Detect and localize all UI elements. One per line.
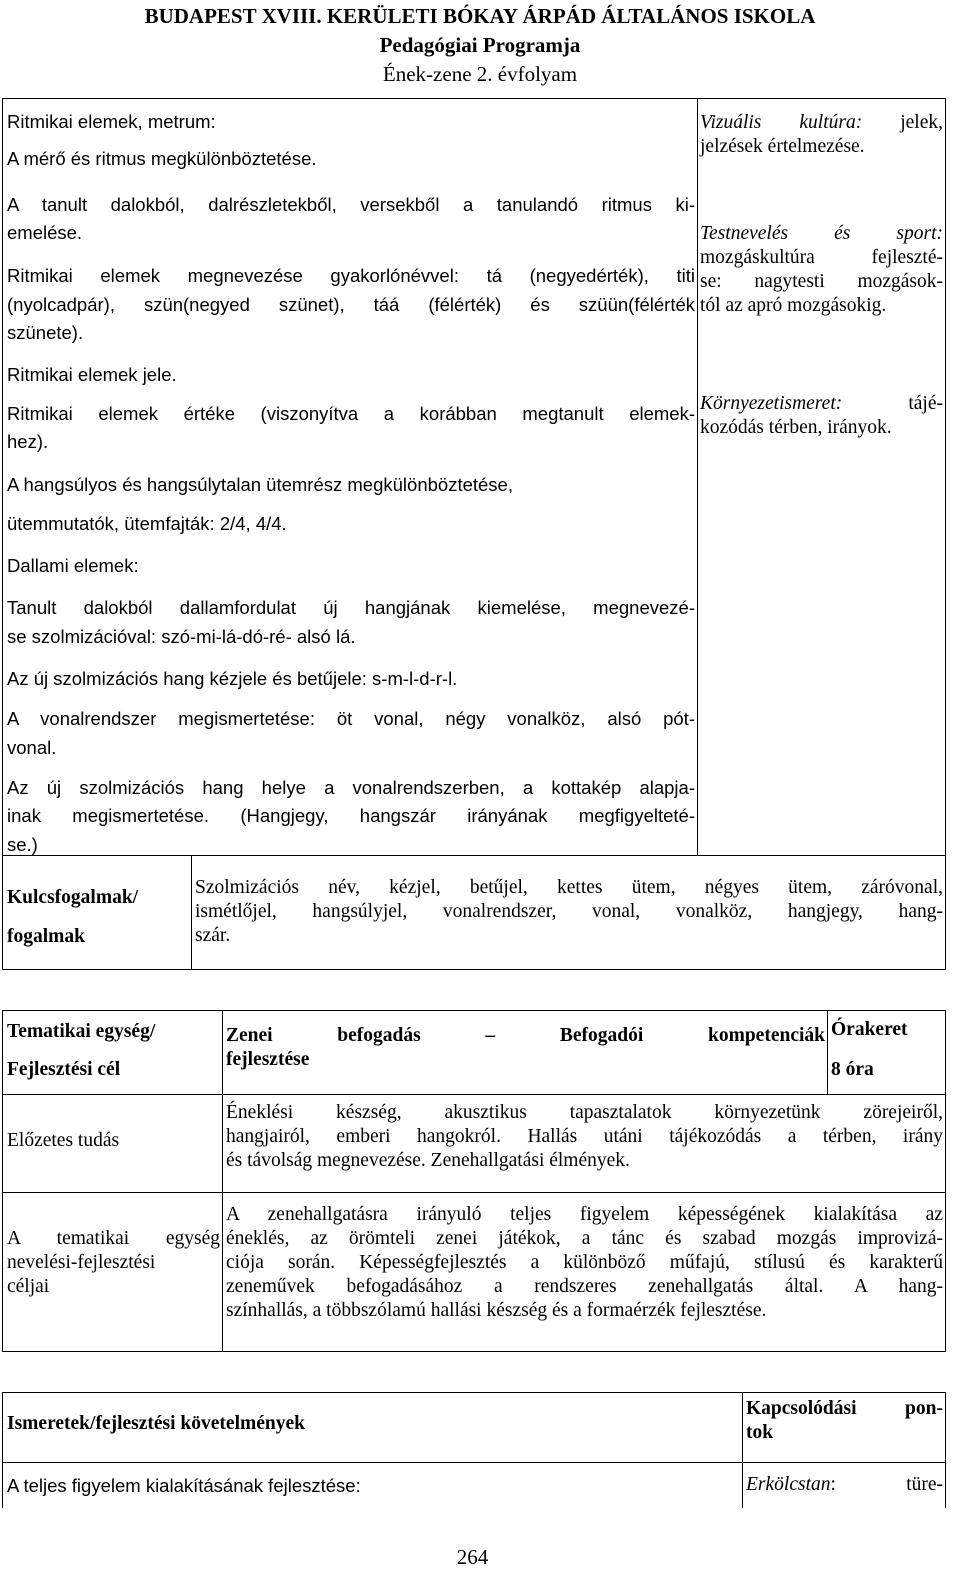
fejlesztesi-cel-label: Fejlesztési cél	[7, 1059, 121, 1080]
text-line: hez).	[7, 431, 49, 452]
dallami-heading: Dallami elemek:	[7, 555, 139, 576]
testneveles-sport: Testnevelés és sport: mozgáskultúra fejleszté- se: nagytesti mozgások- tól az apró mozgásokig.	[700, 223, 943, 316]
text-line: Az új szolmizációs hang kézjele és betűjele: s-m-l-d-r-l.	[7, 668, 458, 689]
metrum-heading: Ritmikai elemek, metrum:	[7, 111, 216, 132]
text-line: vonal.	[7, 737, 57, 758]
erkolcstan-text: Erkölcstan: türe-	[746, 1474, 943, 1495]
text-line: se szolmizációval: szó-mi-lá-dó-ré- alsó lá.	[7, 626, 356, 647]
kornyezetismeret: Környezetismeret: tájé- kozódás térben, irányok.	[700, 393, 943, 438]
text-line: szünete).	[7, 322, 84, 343]
text-line: Ritmikai elemek jele.	[7, 364, 177, 385]
orakeret-label: Órakeret	[831, 1019, 908, 1040]
teljes-figyelem-text: A teljes figyelem kialakításának fejlesztése:	[7, 1475, 361, 1496]
ismeretek-header: Ismeretek/fejlesztési követelmények	[7, 1413, 305, 1434]
celok-text: A zenehallgatásra irányuló teljes figyelem képességének kialakítása az éneklés, az örömteli zenei játékok, a tánc és szabad mozgás improvizá- ciója során. Képességfejlesztés a különböző műfajú, stílusú és karakterű zeneművek befogadásához a rendszeres zenehallgatás által. A hang- színhallás, a többszólamú hallási készség és a formaérzék fejlesztése.	[226, 1204, 943, 1321]
vizualis-kultura: Vizuális kultúra: jelek, jelzések értelmezése.	[700, 112, 943, 157]
school-name: BUDAPEST XVIII. KERÜLETI BÓKAY ÁRPÁD ÁLTALÁNOS ISKOLA	[144, 4, 816, 28]
elozetes-tudas-text: Éneklési készség, akusztikus tapasztalatok környezetünk zörejeiről, hangjairól, emberi hangokról. Hallás utáni tájékozódás a térben, irány és távolság megnevezése. Zenehallgatási élmények.	[226, 1102, 943, 1171]
kapcsolodasi-header: Kapcsolódási pon- tok	[746, 1398, 943, 1443]
orakeret-value: 8 óra	[831, 1059, 874, 1080]
elozetes-tudas-label: Előzetes tudás	[7, 1130, 120, 1151]
tematikai-title: Zenei befogadás – Befogadói kompetenciák fejlesztése	[226, 1025, 825, 1070]
text-line: ütemmutatók, ütemfajták: 2/4, 4/4.	[7, 513, 287, 534]
text-line: Ritmikai elemek megnevezése gyakorlónévvel: tá (negyedérték), titi	[7, 265, 695, 286]
text-line: se.)	[7, 834, 38, 855]
kulcsfogalmak-text: Szolmizációs név, kézjel, betűjel, kettes ütem, négyes ütem, záróvonal, ismétlőjel, hangsúlyjel, vonalrendszer, vonal, vonalköz, hangjegy, hang- szár.	[195, 877, 943, 946]
kulcsfogalmak-label: fogalmak	[7, 926, 85, 947]
kulcsfogalmak-label: Kulcsfogalmak/	[7, 887, 139, 908]
text-line: inak megismertetése. (Hangjegy, hangszár irányának megfigyelteté-	[7, 805, 695, 826]
tematikai-label: Tematikai egység/	[7, 1021, 156, 1042]
page-number: 264	[456, 1545, 489, 1569]
text-line: A mérő és ritmus megkülönböztetése.	[7, 148, 317, 169]
text-line: A hangsúlyos és hangsúlytalan ütemrész megkülönböztetése,	[7, 474, 513, 495]
celok-label: A tematikai egység nevelési-fejlesztési céljai	[7, 1228, 220, 1297]
text-line: A vonalrendszer megismertetése: öt vonal, négy vonalköz, alsó pót-	[7, 708, 695, 729]
text-line: A tanult dalokból, dalrészletekből, versekből a tanulandó ritmus ki-	[7, 194, 695, 215]
text-line: Tanult dalokból dallamfordulat új hangjának kiemelése, megnevezé-	[7, 597, 695, 618]
text-line: Az új szolmizációs hang helye a vonalrendszerben, a kottakép alapja-	[7, 777, 695, 798]
text-line: emelése.	[7, 222, 83, 243]
text-line: Ritmikai elemek értéke (viszonyítva a korábban megtanult elemek-	[7, 403, 695, 424]
program-title: Pedagógiai Programja	[379, 33, 581, 57]
text-line: (nyolcadpár), szün(negyed szünet), táá (félérték) és szüün(félérték	[7, 294, 695, 315]
grade-title: Ének-zene 2. évfolyam	[382, 62, 578, 86]
